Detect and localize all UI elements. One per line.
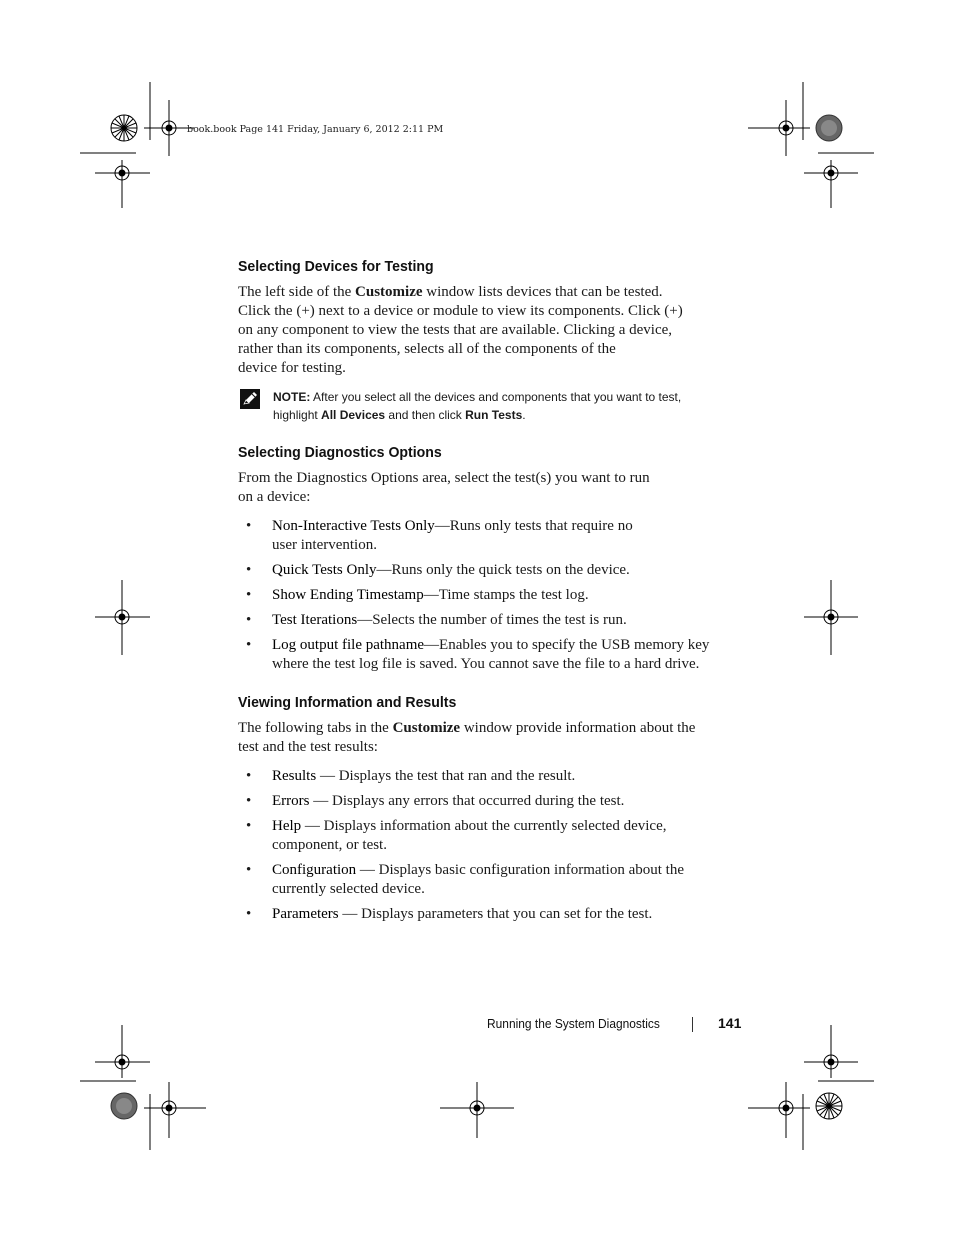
- ui-term: Customize: [392, 720, 461, 736]
- section-selecting-devices: [238, 258, 738, 424]
- list-item: • Non-Interactive Tests Only—Runs only tests that require no user intervention.: [238, 517, 738, 555]
- list-item: • Quick Tests Only—Runs only the quick tests on the device.: [238, 561, 738, 580]
- page-number: 141: [718, 1015, 742, 1031]
- list-item: • Errors — Displays any errors that occurred during the test.: [238, 792, 738, 811]
- section-heading: Viewing Information and Results: [238, 694, 457, 711]
- list-item: • Results — Displays the test that ran and the result.: [238, 767, 738, 786]
- note-label: NOTE:: [273, 390, 311, 404]
- options-list: [238, 517, 738, 674]
- list-item: • Log output file pathname—Enables you to specify the USB memory key where the test log file is saved. You cannot save the file to a hard drive.: [238, 636, 738, 674]
- body-paragraph: The left side of the Customize window lists devices that can be tested. Click the (+) next to a device or module to view its components. Click (+) on any component to view the tests that are available. Clicking a device, rather than its components, selects all of the components of the device for testing.: [238, 284, 683, 376]
- running-footer-title: Running the System Diagnostics: [487, 1016, 660, 1031]
- body-paragraph: The following tabs in the Customize window provide information about the test and the test results:: [238, 720, 696, 755]
- section-heading: Selecting Devices for Testing: [238, 258, 434, 275]
- ui-term: Diagnostics Options: [296, 470, 419, 486]
- section-viewing-results: [238, 694, 738, 924]
- print-slug: book.book Page 141 Friday, January 6, 2012 2:11 PM: [187, 124, 444, 135]
- section-heading: Selecting Diagnostics Options: [238, 444, 442, 461]
- list-item: • Help — Displays information about the currently selected device, component, or test.: [238, 817, 738, 855]
- body-paragraph: From the Diagnostics Options area, select the test(s) you want to run on a device:: [238, 470, 650, 505]
- ui-term: All Devices: [321, 408, 386, 422]
- note-callout: NOTE: After you select all the devices and components that you want to test, highlight All Devices and then click Run Tests.: [238, 388, 738, 424]
- footer-divider: [692, 1017, 693, 1032]
- tabs-list: [238, 767, 738, 924]
- pencil-note-icon: [240, 389, 260, 409]
- ui-term: Run Tests: [465, 408, 523, 422]
- list-item: • Show Ending Timestamp—Time stamps the test log.: [238, 586, 738, 605]
- list-item: • Configuration — Displays basic configuration information about the currently selected device.: [238, 861, 738, 899]
- page-content: [238, 258, 738, 944]
- list-item: • Test Iterations—Selects the number of times the test is run.: [238, 611, 738, 630]
- list-item: • Parameters — Displays parameters that you can set for the test.: [238, 905, 738, 924]
- section-diagnostics-options: [238, 444, 738, 674]
- ui-term: Customize: [355, 284, 423, 300]
